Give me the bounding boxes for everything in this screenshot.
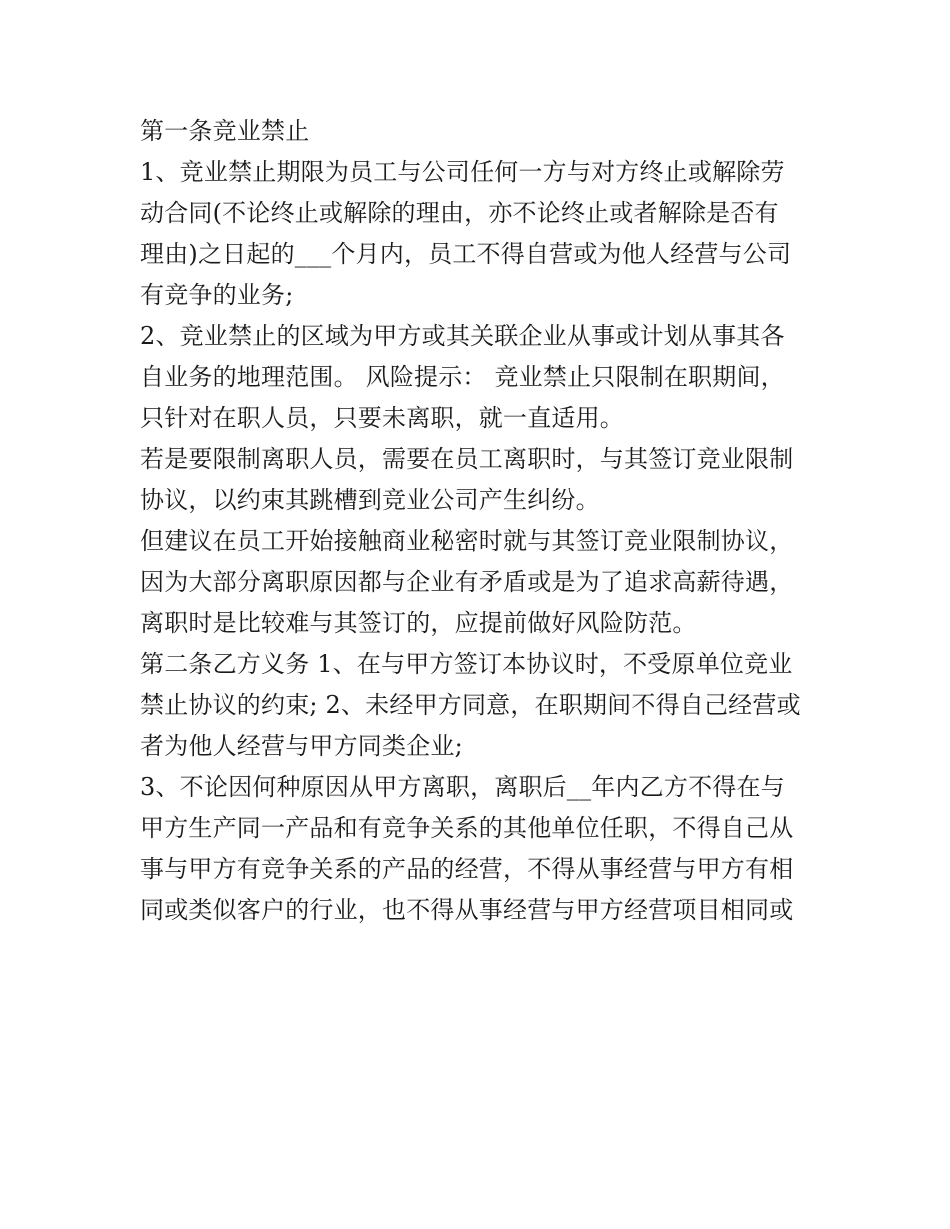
text-line: 甲方生产同一产品和有竞争关系的其他单位任职，不得自己从	[140, 814, 794, 842]
text-line: 自业务的地理范围。 风险提示： 竞业禁止只限制在职期间，	[140, 363, 785, 391]
text-line: 只针对在职人员，只要未离职，就一直适用。	[140, 404, 624, 432]
text-line: 1、竞业禁止期限为员工与公司任何一方与对方终止或解除劳	[140, 158, 785, 186]
document-body	[140, 111, 820, 931]
text-line: 事与甲方有竞争关系的产品的经营，不得从事经营与甲方有相	[140, 855, 794, 883]
text-line: 理由)之日起的___个月内，员工不得自营或为他人经营与公司	[140, 240, 792, 268]
text-line: 同或类似客户的行业，也不得从事经营与甲方经营项目相同或	[140, 896, 794, 924]
text-line: 协议，以约束其跳槽到竞业公司产生纠纷。	[140, 486, 600, 514]
text-line: 离职时是比较难与其签订的，应提前做好风险防范。	[140, 609, 697, 637]
text-line: 若是要限制离职人员，需要在员工离职时，与其签订竞业限制	[140, 445, 794, 473]
text-line: 禁止协议的约束; 2、未经甲方同意，在职期间不得自己经营或	[140, 691, 801, 719]
text-line: 动合同(不论终止或解除的理由，亦不论终止或者解除是否有	[140, 199, 779, 227]
text-line: 者为他人经营与甲方同类企业;	[140, 732, 463, 760]
text-line: 3、不论因何种原因从甲方离职，离职后__年内乙方不得在与	[140, 773, 785, 801]
text-line: 有竞争的业务;	[140, 281, 294, 309]
text-line: 2、竞业禁止的区域为甲方或其关联企业从事或计划从事其各	[140, 322, 785, 350]
text-line: 但建议在员工开始接触商业秘密时就与其签订竞业限制协议，	[140, 527, 794, 555]
text-line: 第二条乙方义务 1、在与甲方签订本协议时，不受原单位竞业	[140, 650, 793, 678]
text-line: 因为大部分离职原因都与企业有矛盾或是为了追求高薪待遇，	[140, 568, 794, 596]
text-line: 第一条竞业禁止	[140, 117, 310, 145]
